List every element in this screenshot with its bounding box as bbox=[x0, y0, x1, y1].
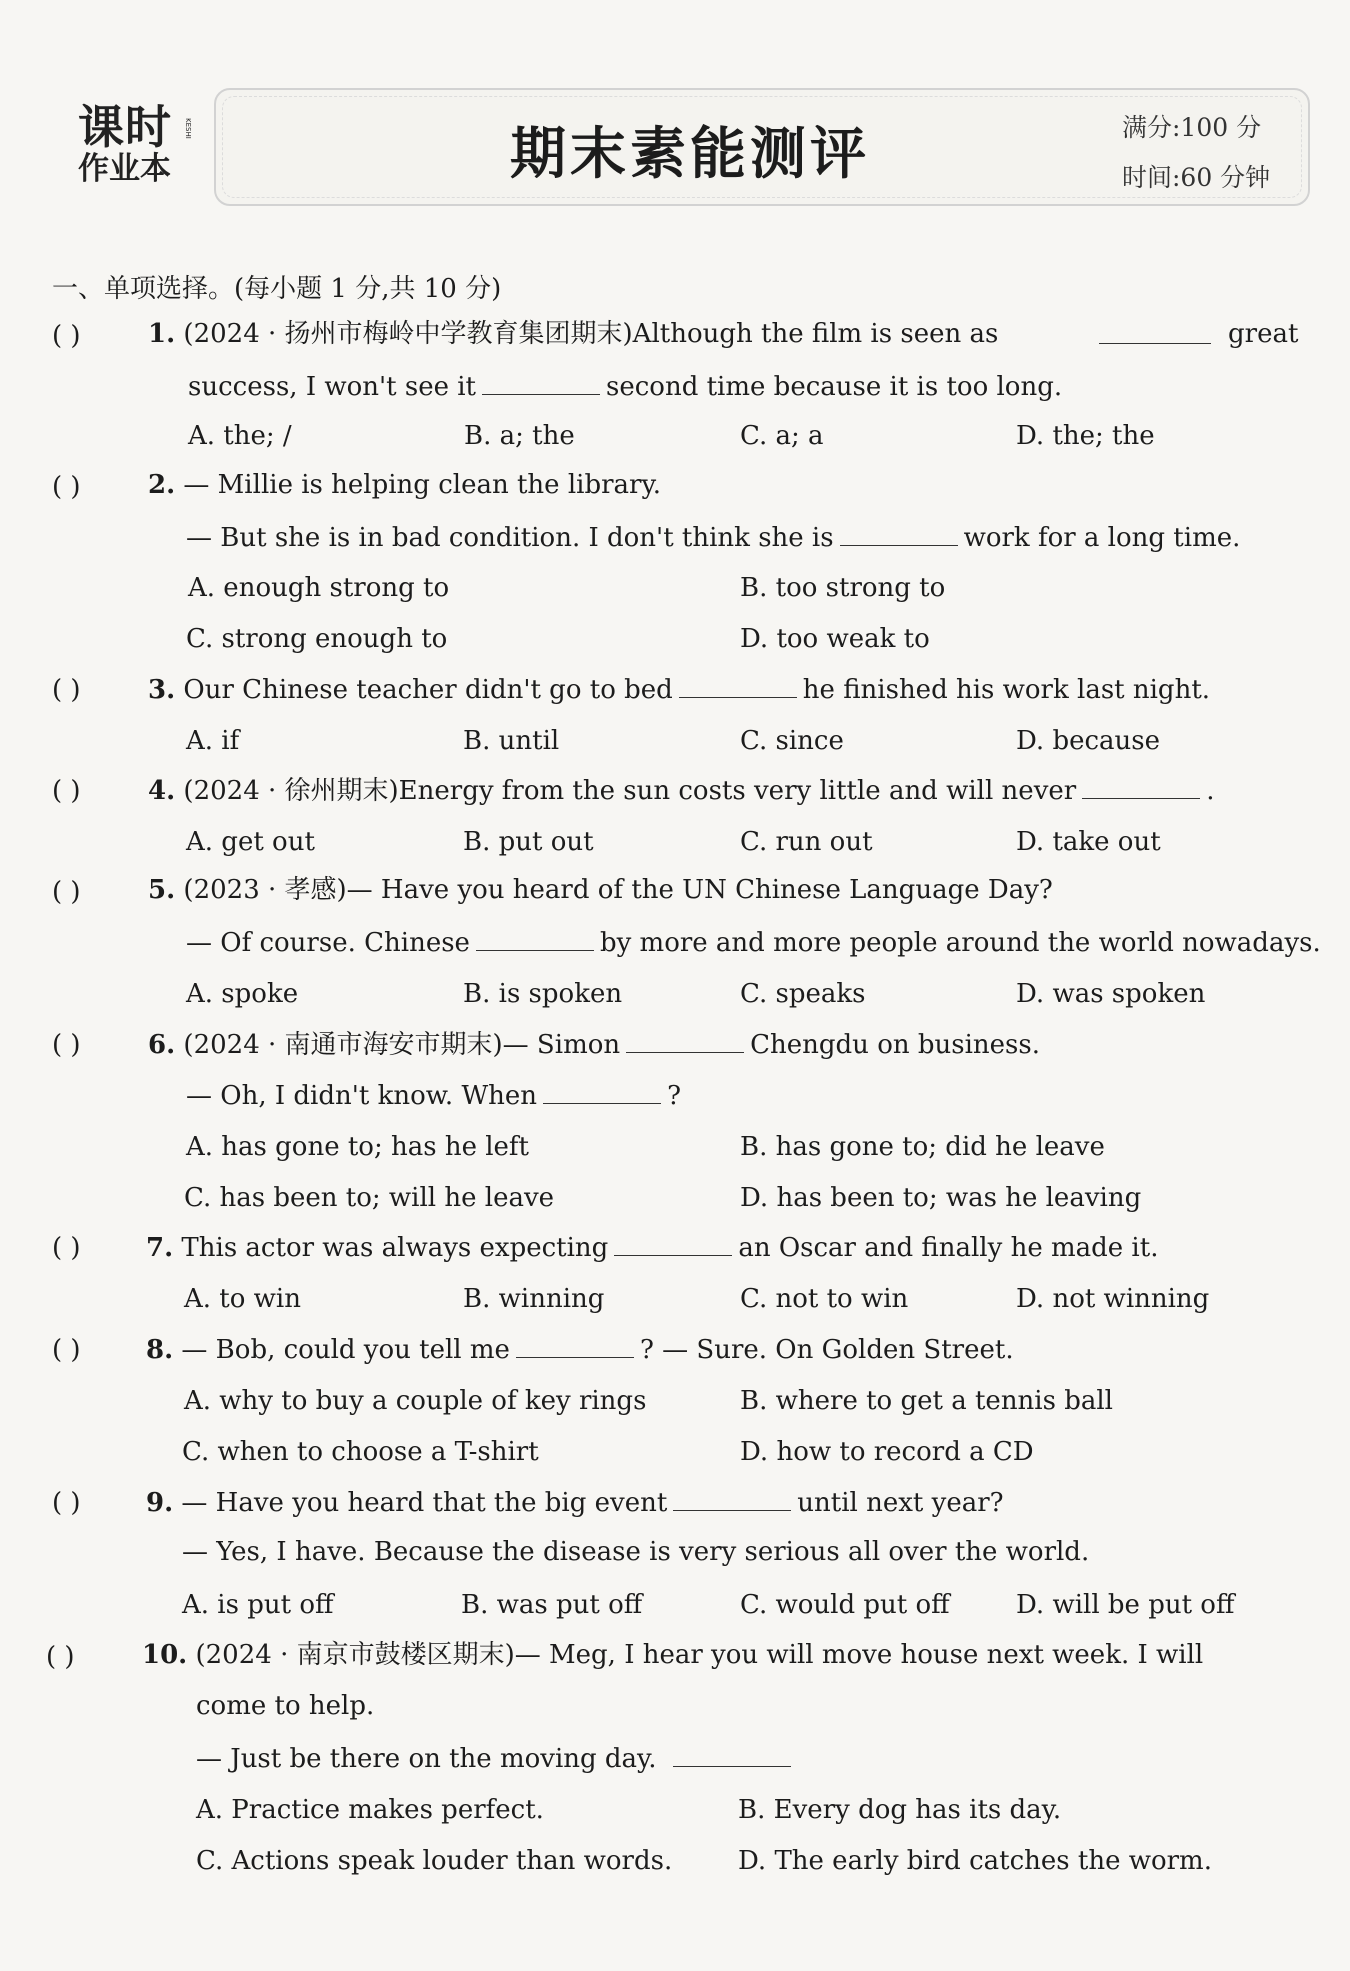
question-text: by more and more people around the world nowadays. bbox=[599, 928, 1321, 958]
question-number: 4. bbox=[148, 776, 176, 806]
answer-blank[interactable] bbox=[673, 1744, 791, 1767]
answer-paren[interactable]: ( ) bbox=[52, 321, 81, 351]
question-line bbox=[142, 1642, 1203, 1668]
question-text: Chengdu on business. bbox=[750, 1030, 1040, 1060]
question-text: — Of course. Chinese bbox=[186, 928, 470, 958]
question-text: success, I won't see it bbox=[188, 372, 477, 402]
full-score: 满分:100 分 bbox=[1122, 113, 1262, 142]
question-line bbox=[148, 1030, 1040, 1058]
question-number: 5. bbox=[148, 875, 176, 905]
question-line bbox=[148, 675, 1210, 703]
option-b[interactable]: B. put out bbox=[463, 827, 594, 857]
option-c[interactable]: C. since bbox=[740, 726, 844, 756]
answer-blank[interactable] bbox=[482, 372, 600, 395]
question-text: (2023 · 孝感)— Have you heard of the UN Chinese Language Day? bbox=[183, 875, 1053, 905]
option-d[interactable]: D. The early bird catches the worm. bbox=[738, 1846, 1212, 1876]
logo-line2: 作业本 bbox=[78, 151, 171, 187]
question-text: This actor was always expecting bbox=[181, 1233, 609, 1263]
question-line bbox=[148, 877, 1053, 903]
option-d[interactable]: D. because bbox=[1016, 726, 1161, 756]
question-line bbox=[146, 1488, 1004, 1516]
question-text: ? bbox=[667, 1081, 682, 1111]
question-text: — Have you heard that the big event bbox=[181, 1488, 668, 1518]
question-text: (2024 · 徐州期末)Energy from the sun costs very little and will never bbox=[183, 776, 1077, 806]
option-b[interactable]: B. until bbox=[463, 726, 560, 756]
option-d[interactable]: D. too weak to bbox=[740, 624, 930, 654]
option-c[interactable]: C. speaks bbox=[740, 979, 866, 1009]
question-number: 6. bbox=[148, 1030, 176, 1060]
question-text: he finished his work last night. bbox=[802, 675, 1211, 705]
question-text: work for a long time. bbox=[963, 523, 1241, 553]
question-text: — But she is in bad condition. I don't think she is bbox=[186, 523, 834, 553]
question-line: — Yes, I have. Because the disease is very serious all over the world. bbox=[182, 1537, 1090, 1567]
question-number: 3. bbox=[148, 675, 176, 705]
question-line: come to help. bbox=[196, 1691, 375, 1721]
page-title: 期末素能测评 bbox=[510, 122, 870, 187]
question-text: second time because it is too long. bbox=[606, 372, 1063, 402]
question-line bbox=[148, 321, 998, 347]
option-d[interactable]: D. has been to; was he leaving bbox=[740, 1183, 1142, 1213]
option-c[interactable]: C. when to choose a T-shirt bbox=[182, 1437, 539, 1467]
answer-paren[interactable]: ( ) bbox=[52, 1335, 81, 1365]
option-d[interactable]: D. the; the bbox=[1016, 421, 1155, 451]
option-c[interactable]: C. not to win bbox=[740, 1284, 909, 1314]
option-a[interactable]: A. why to buy a couple of key rings bbox=[184, 1386, 647, 1416]
logo-tiny: KESHI bbox=[184, 118, 192, 139]
answer-blank[interactable] bbox=[1082, 776, 1200, 799]
answer-paren[interactable]: ( ) bbox=[52, 1488, 81, 1518]
option-c[interactable]: C. strong enough to bbox=[186, 624, 448, 654]
option-c[interactable]: C. would put off bbox=[740, 1590, 950, 1620]
option-b[interactable]: B. has gone to; did he leave bbox=[740, 1132, 1105, 1162]
answer-paren[interactable]: ( ) bbox=[52, 1030, 81, 1060]
question-text: — Just be there on the moving day. bbox=[196, 1744, 657, 1774]
answer-blank[interactable] bbox=[840, 523, 958, 546]
option-c[interactable]: C. a; a bbox=[740, 421, 824, 451]
question-line bbox=[186, 1081, 681, 1109]
question-number: 1. bbox=[148, 319, 176, 349]
option-d[interactable]: D. will be put off bbox=[1016, 1590, 1235, 1620]
question-line bbox=[148, 472, 661, 498]
option-b[interactable]: B. was put off bbox=[461, 1590, 643, 1620]
option-a[interactable]: A. Practice makes perfect. bbox=[196, 1795, 544, 1825]
question-line bbox=[148, 776, 1214, 804]
answer-paren[interactable]: ( ) bbox=[46, 1642, 75, 1672]
option-b[interactable]: B. too strong to bbox=[740, 573, 946, 603]
question-line bbox=[188, 372, 1062, 400]
option-a[interactable]: A. has gone to; has he left bbox=[186, 1132, 530, 1162]
question-text: (2024 · 扬州市梅岭中学教育集团期末)Although the film is seen as bbox=[183, 319, 999, 349]
question-text: (2024 · 南通市海安市期末)— Simon bbox=[183, 1030, 621, 1060]
option-c[interactable]: C. run out bbox=[740, 827, 873, 857]
question-number: 10. bbox=[142, 1640, 188, 1670]
option-a[interactable]: A. enough strong to bbox=[188, 573, 450, 603]
question-number: 8. bbox=[146, 1335, 174, 1365]
question-text: — Oh, I didn't know. When bbox=[186, 1081, 538, 1111]
answer-paren[interactable]: ( ) bbox=[52, 1233, 81, 1263]
question-line bbox=[146, 1335, 1014, 1363]
option-a[interactable]: A. spoke bbox=[186, 979, 299, 1009]
question-text: — Bob, could you tell me bbox=[181, 1335, 510, 1365]
question-line bbox=[186, 523, 1240, 551]
section-heading: 一、单项选择。(每小题 1 分,共 10 分) bbox=[52, 274, 502, 304]
answer-blank[interactable] bbox=[614, 1233, 732, 1256]
question-text: ? — Sure. On Golden Street. bbox=[639, 1335, 1014, 1365]
answer-paren[interactable]: ( ) bbox=[52, 776, 81, 806]
answer-blank[interactable] bbox=[516, 1335, 634, 1358]
answer-blank[interactable] bbox=[626, 1030, 744, 1053]
publisher-logo bbox=[78, 100, 198, 187]
option-b[interactable]: B. a; the bbox=[464, 421, 575, 451]
time-limit: 时间:60 分钟 bbox=[1122, 163, 1271, 192]
option-a[interactable]: A. get out bbox=[186, 827, 315, 857]
answer-blank[interactable] bbox=[673, 1488, 791, 1511]
option-a[interactable]: A. the; / bbox=[188, 421, 292, 451]
option-c[interactable]: C. Actions speak louder than words. bbox=[196, 1846, 673, 1876]
option-d[interactable]: D. not winning bbox=[1016, 1284, 1210, 1314]
answer-blank[interactable] bbox=[679, 675, 797, 698]
option-b[interactable]: B. winning bbox=[463, 1284, 605, 1314]
answer-paren[interactable]: ( ) bbox=[52, 472, 81, 502]
question-text: great bbox=[1228, 319, 1299, 349]
option-a[interactable]: A. if bbox=[186, 726, 240, 756]
question-number: 2. bbox=[148, 470, 176, 500]
answer-paren[interactable]: ( ) bbox=[52, 675, 81, 705]
answer-blank[interactable] bbox=[476, 928, 594, 951]
question-number: 7. bbox=[146, 1233, 174, 1263]
option-d[interactable]: D. was spoken bbox=[1016, 979, 1206, 1009]
option-b[interactable]: B. is spoken bbox=[463, 979, 623, 1009]
question-line bbox=[186, 928, 1321, 956]
question-line bbox=[146, 1233, 1158, 1261]
question-text: — Millie is helping clean the library. bbox=[183, 470, 661, 500]
question-number: 9. bbox=[146, 1488, 174, 1518]
question-text: until next year? bbox=[797, 1488, 1004, 1518]
option-d[interactable]: D. how to record a CD bbox=[740, 1437, 1034, 1467]
question-line bbox=[196, 1744, 797, 1772]
answer-paren[interactable]: ( ) bbox=[52, 877, 81, 907]
option-c[interactable]: C. has been to; will he leave bbox=[184, 1183, 555, 1213]
option-b[interactable]: B. where to get a tennis ball bbox=[740, 1386, 1114, 1416]
question-text: . bbox=[1206, 776, 1215, 806]
answer-blank[interactable] bbox=[1099, 321, 1211, 349]
option-a[interactable]: A. to win bbox=[184, 1284, 301, 1314]
question-text: an Oscar and finally he made it. bbox=[738, 1233, 1159, 1263]
option-b[interactable]: B. Every dog has its day. bbox=[738, 1795, 1062, 1825]
option-d[interactable]: D. take out bbox=[1016, 827, 1161, 857]
question-text: Our Chinese teacher didn't go to bed bbox=[183, 675, 673, 705]
answer-blank[interactable] bbox=[543, 1081, 661, 1104]
question-text: (2024 · 南京市鼓楼区期末)— Meg, I hear you will move house next week. I will bbox=[195, 1640, 1204, 1670]
logo-line1: 课时 bbox=[78, 100, 172, 154]
option-a[interactable]: A. is put off bbox=[182, 1590, 334, 1620]
